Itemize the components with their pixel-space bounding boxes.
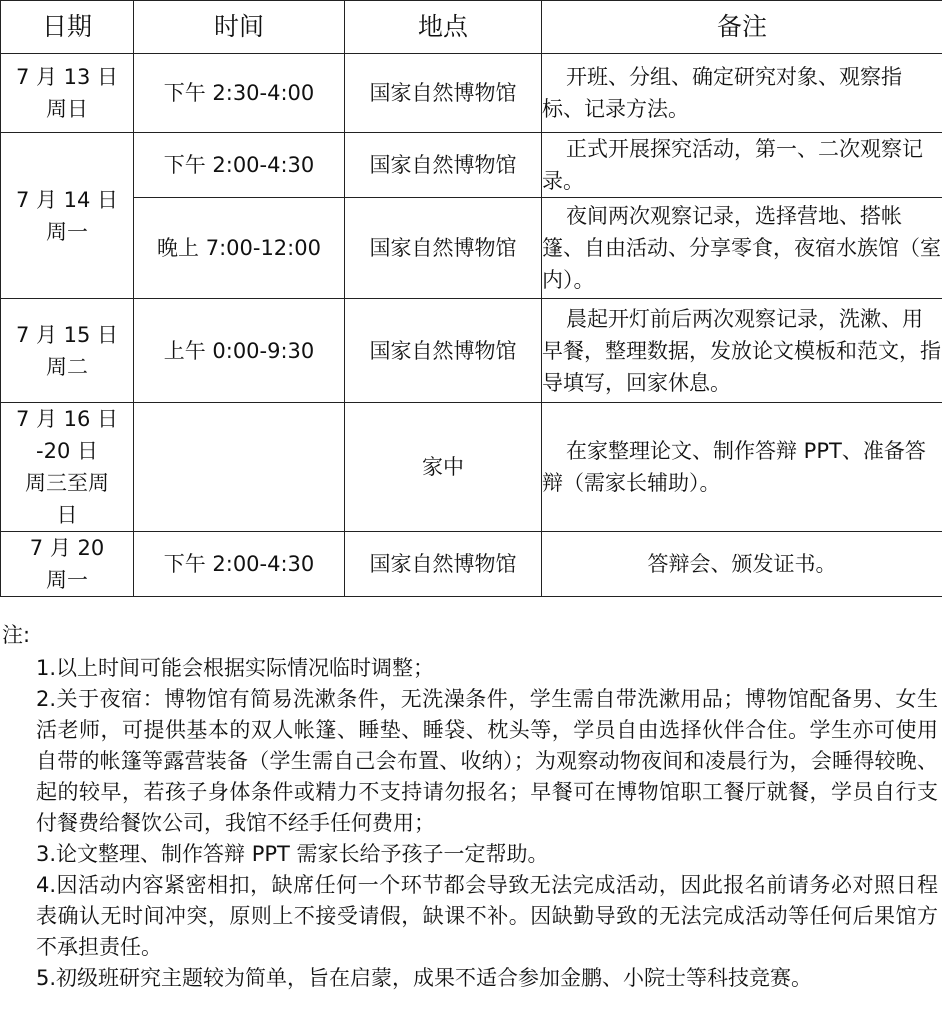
date-cell [1, 133, 134, 299]
note-text: 夜间两次观察记录，选择营地、搭帐篷、自由活动、分享零食，夜宿水族馆（室内）。 [542, 204, 941, 292]
date-cell [1, 532, 134, 597]
header-note: 备注 [542, 1, 942, 54]
date-cell [1, 54, 134, 133]
time-cell [134, 403, 345, 532]
weekday-line: 周日 [46, 97, 88, 121]
weekday-line: 周三至周 [25, 471, 109, 495]
date-cell [1, 299, 134, 403]
table-row [1, 54, 942, 133]
date-line: 7 月 20 [29, 536, 105, 560]
date-line: -20 日 [36, 439, 98, 463]
time-cell: 下午 2:00-4:30 [134, 133, 345, 198]
note-item: 4.因活动内容紧密相扣，缺席任何一个环节都会导致无法完成活动，因此报名前请务必对照日程表确认无时间冲突，原则上不接受请假，缺课不补。因缺勤导致的无法完成活动等任何后果馆方不承担责任。 [36, 873, 938, 959]
note-cell [542, 198, 942, 299]
table-row [1, 532, 942, 597]
note-cell [542, 133, 942, 198]
notes-title: 注: [2, 623, 31, 647]
table-row [1, 198, 942, 299]
note-cell [542, 299, 942, 403]
table-header-row [1, 1, 942, 54]
header-time: 时间 [134, 1, 345, 54]
place-cell: 家中 [345, 403, 542, 532]
note-item: 5.初级班研究主题较为简单，旨在启蒙，成果不适合参加金鹏、小院士等科技竞赛。 [36, 966, 813, 990]
date-line: 7 月 14 日 [15, 187, 119, 212]
note-cell: 答辩会、颁发证书。 [542, 532, 942, 597]
time-cell: 下午 2:00-4:30 [134, 532, 345, 597]
note-text: 开班、分组、确定研究对象、观察指标、记录方法。 [542, 65, 902, 121]
table-row [1, 403, 942, 532]
date-cell [1, 403, 134, 532]
note-text: 晨起开灯前后两次观察记录，洗漱、用早餐，整理数据，发放论文模板和范文，指导填写，回家休息。 [542, 306, 941, 395]
date-line: 7 月 15 日 [15, 322, 119, 347]
header-place: 地点 [345, 1, 542, 54]
time-cell: 上午 0:00-9:30 [134, 299, 345, 403]
place-cell: 国家自然博物馆 [345, 532, 542, 597]
place-cell: 国家自然博物馆 [345, 198, 542, 299]
time-cell: 晚上 7:00-12:00 [134, 198, 345, 299]
table-row [1, 133, 942, 198]
note-item: 2.关于夜宿：博物馆有简易洗漱条件，无洗澡条件，学生需自带洗漱用品；博物馆配备男、女生活老师，可提供基本的双人帐篷、睡垫、睡袋、枕头等，学员自由选择伙伴合住。学生亦可使用自带的帐篷等露营装备（学生需自己会布置、收纳）；为观察动物夜间和凌晨行为，会睡得较晚、起的较早，若孩子身体条件或精力不支持请勿报名；早餐可在博物馆职工餐厅就餐，学员自行支付餐费给餐饮公司，我馆不经手任何费用； [36, 687, 938, 835]
note-item: 3.论文整理、制作答辩 PPT 需家长给予孩子一定帮助。 [36, 842, 549, 866]
weekday-line: 日 [56, 503, 78, 527]
place-cell: 国家自然博物馆 [345, 299, 542, 403]
table-row [1, 299, 942, 403]
date-line: 7 月 13 日 [15, 65, 119, 89]
header-date: 日期 [1, 1, 134, 54]
note-cell [542, 403, 942, 532]
notes-section [0, 620, 942, 994]
weekday-line: 周二 [46, 354, 88, 379]
weekday-line: 周一 [46, 568, 88, 592]
note-cell [542, 54, 942, 133]
note-text: 在家整理论文、制作答辩 PPT、准备答辩（需家长辅助）。 [542, 439, 926, 495]
note-item: 1.以上时间可能会根据实际情况临时调整； [36, 656, 435, 680]
place-cell: 国家自然博物馆 [345, 133, 542, 198]
time-cell: 下午 2:30-4:00 [134, 54, 345, 133]
date-line: 7 月 16 日 [15, 407, 119, 431]
note-text: 正式开展探究活动，第一、二次观察记录。 [542, 137, 923, 193]
weekday-line: 周一 [46, 219, 88, 244]
place-cell: 国家自然博物馆 [345, 54, 542, 133]
